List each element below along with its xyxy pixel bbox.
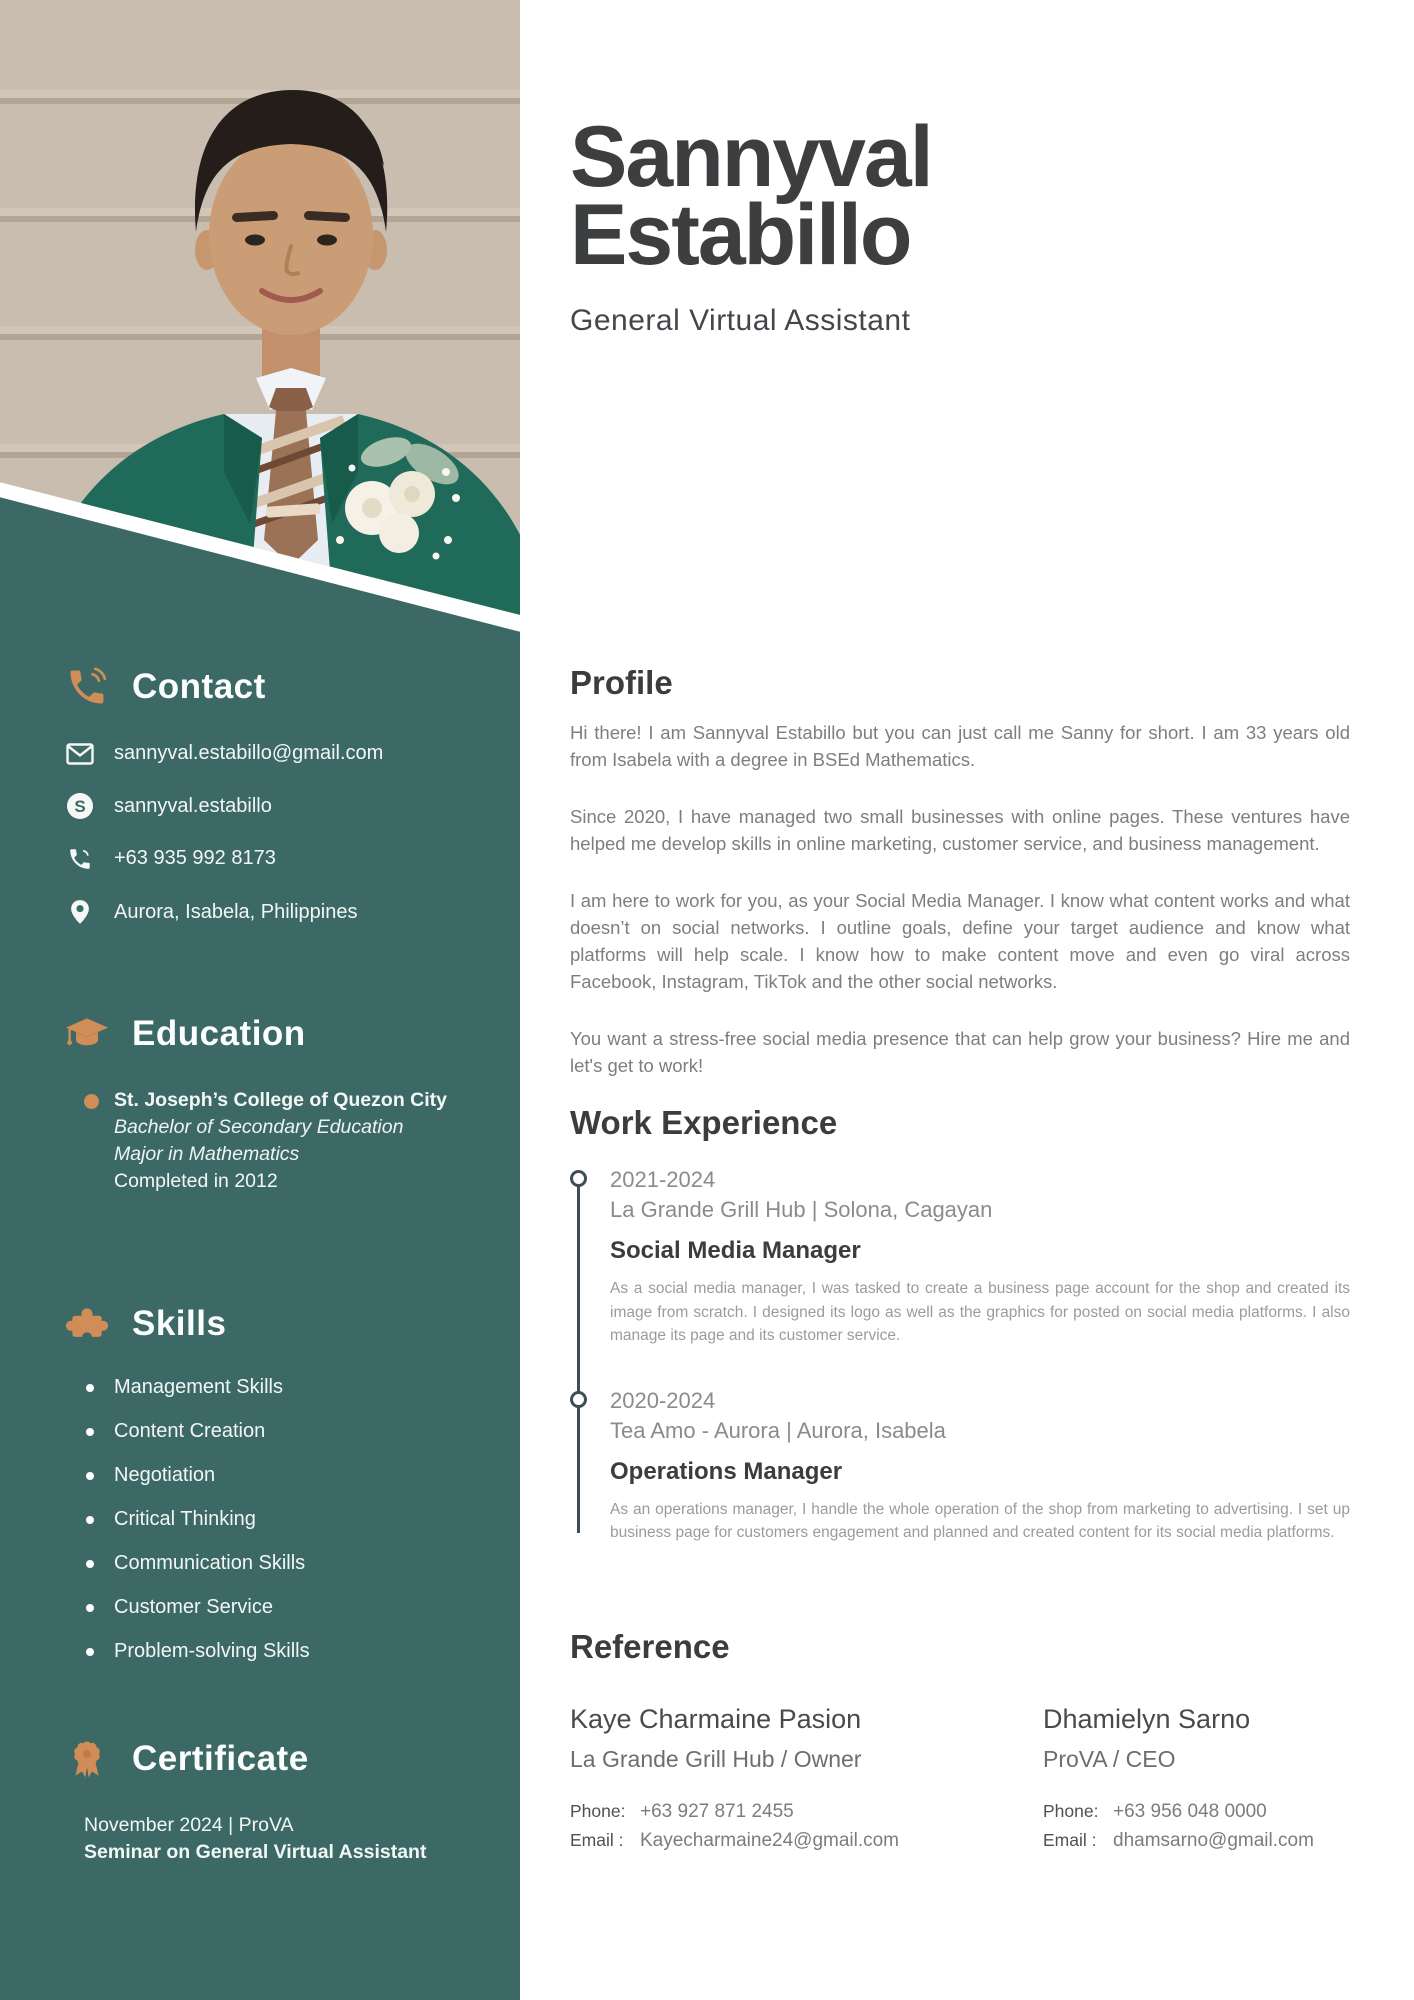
reference-contact-lines [1043,1797,1350,1855]
award-ribbon-icon [64,1736,110,1782]
reference-phone: +63 956 048 0000 [1113,1800,1267,1822]
job-role: Operations Manager [610,1457,843,1485]
skill-item: Content Creation [64,1417,486,1446]
skill-item: Communication Skills [64,1549,486,1578]
work-experience-heading: Work Experience [570,1104,838,1141]
reference-email-line [570,1826,1043,1855]
reference-email-line [1043,1826,1350,1855]
skype-icon [64,792,96,820]
education-section [64,1011,486,1195]
education-heading [64,1011,486,1057]
contact-skype-text: sannyval.estabillo [114,794,272,817]
reference-name: Dhamielyn Sarno [1043,1703,1251,1734]
certificate-date: November 2024 | ProVA [84,1814,294,1836]
skills-heading-label: Skills [132,1304,227,1343]
email-icon [64,743,96,765]
email-label: Email : [570,1829,624,1850]
profile-heading: Profile [570,664,673,701]
job-entry [570,1386,1350,1545]
contact-item-location [64,897,486,927]
reference-phone: +63 927 871 2455 [640,1800,794,1822]
last-name: Estabillo [570,187,911,283]
email-label: Email : [1043,1829,1097,1850]
certificate-heading-label: Certificate [132,1739,309,1778]
skill-item: Management Skills [64,1373,486,1402]
puzzle-icon [64,1301,110,1347]
phone-icon [64,846,96,872]
contact-item-email [64,740,486,767]
reference-row [570,1703,1350,1855]
phone-label: Phone: [570,1800,626,1821]
job-title: General Virtual Assistant [570,304,911,337]
svg-text:S: S [74,797,86,816]
reference-email: Kayecharmaine24@gmail.com [640,1829,900,1851]
skills-heading [64,1301,486,1347]
timeline-dot [570,1170,587,1187]
reference-phone-line [570,1797,1043,1826]
contact-list [64,740,486,927]
education-school: St. Joseph’s College of Quezon City [114,1089,447,1111]
profile-paragraph: Since 2020, I have managed two small businesses with online pages. These ventures have helped me develop skills in online marketing, customer service, and business management. [570,806,1350,854]
profile-photo [0,0,520,650]
contact-heading-label: Contact [132,667,266,706]
skills-section [64,1301,486,1666]
phone-ring-icon [64,664,110,710]
sidebar-content [0,650,520,1866]
job-company: La Grande Grill Hub | Solona, Cagayan [610,1197,993,1222]
job-entry [570,1165,1350,1348]
reference-contact [1043,1703,1350,1855]
certificate-heading [64,1736,486,1782]
profile-paragraph: You want a stress-free social media presence that can help grow your business? Hire me and let's get to work! [570,1028,1350,1076]
reference-phone-line [1043,1797,1350,1826]
page-title [570,109,1350,283]
first-name: Sannyval [570,109,932,205]
job-role: Social Media Manager [610,1237,861,1264]
contact-item-skype [64,792,486,820]
job-description: As a social media manager, I was tasked to create a business page account for the shop and created its image from scratch. I designed its logo as well as the graphics for posted on social media platforms. I also manage its page and its customer service. [610,1280,1350,1344]
reference-name: Kaye Charmaine Pasion [570,1703,862,1734]
contact-location-text: Aurora, Isabela, Philippines [114,900,358,923]
contact-phone-text: +63 935 992 8173 [114,847,276,869]
education-completed: Completed in 2012 [114,1170,278,1192]
education-degree: Bachelor of Secondary Education [114,1116,404,1138]
profile-paragraph: I am here to work for you, as your Social Media Manager. I know what content works and what doesn’t on social networks. I outline goals, define your target audience and know what platforms will help scale. I know how to make content move and even go viral across Facebook, Instagram, TikTok and the other social networks. [570,890,1350,992]
reference-contact [570,1703,1043,1855]
contact-section [64,664,486,927]
timeline-dot [570,1391,587,1408]
bullet-icon [84,1094,99,1109]
skill-item: Negotiation [64,1461,486,1490]
profile-paragraph: Hi there! I am Sannyval Estabillo but you can just call me Sanny for short. I am 33 years old from Isabela with a degree in BSEd Mathematics. [570,722,1350,770]
reference-heading: Reference [570,1627,730,1665]
education-major: Major in Mathematics [114,1143,300,1165]
reference-section [570,1627,1350,1855]
reference-org-role: La Grande Grill Hub / Owner [570,1745,862,1772]
certificate-title: Seminar on General Virtual Assistant [84,1841,427,1863]
job-company: Tea Amo - Aurora | Aurora, Isabela [610,1417,946,1443]
job-years: 2021-2024 [610,1167,716,1192]
education-heading-label: Education [132,1014,306,1053]
contact-item-phone [64,845,486,872]
job-years: 2020-2024 [610,1387,716,1413]
reference-contact-lines [570,1797,1043,1855]
profile-photo-illustration [0,0,520,650]
work-experience-timeline [570,1165,1350,1545]
certificate-entry [64,1812,486,1866]
graduation-cap-icon [64,1011,110,1057]
sidebar [0,0,520,2000]
work-experience-section [570,1103,1350,1545]
reference-email: dhamsarno@gmail.com [1113,1829,1314,1851]
skills-list [64,1373,486,1666]
job-description: As an operations manager, I handle the whole operation of the shop from marketing to advertising. I set up business page for customers engagement and planned and created content for its social media platforms. [610,1500,1350,1541]
certificate-section [64,1736,486,1866]
location-icon [64,897,96,927]
profile-section [570,663,1350,1079]
phone-label: Phone: [1043,1800,1099,1821]
contact-email-text: sannyval.estabillo@gmail.com [114,742,384,764]
contact-heading [64,664,486,710]
skill-item: Critical Thinking [64,1505,486,1534]
skill-item: Problem-solving Skills [64,1637,486,1666]
education-entry [64,1087,486,1195]
skill-item: Customer Service [64,1593,486,1622]
reference-org-role: ProVA / CEO [1043,1745,1176,1772]
main-column [520,0,1414,2000]
